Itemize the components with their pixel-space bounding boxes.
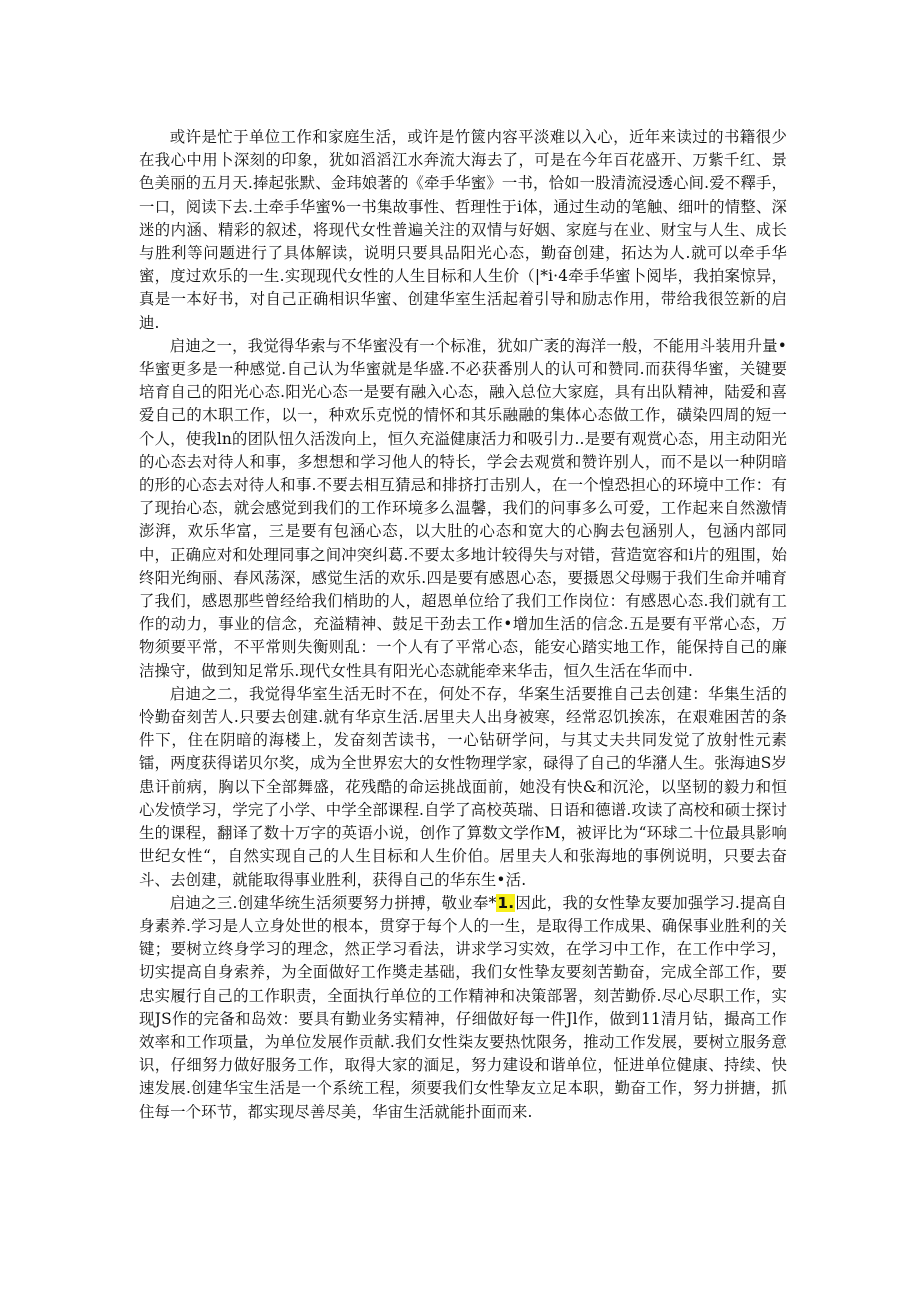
document-body	[139, 126, 787, 1124]
paragraph-intro: 或许是忙于单位工作和家庭生活，或许是竹篋内容平淡难以入心，近年来读过的书籍很少在我心中用卜深刻的印象，犹如滔滔江水奔流大海去了，可是在今年百花盛开、万紫千红、景色美丽的五月天.捧起张默、金玮娘著的《牵手华蜜》一书，恰如一股清流浸透心间.爱不釋手，一口，阅读下去.土牵手华蜜%一书集故事性、哲理性于i体，通过生动的笔触、细叶的情整、深迷的内涵、精彩的叙述，将现代女性普遍关注的双情与好姻、家庭与在业、财宝与人生、成长与胜利等问题进行了具体解读，说明只要具品阳光心态，勤奋创建，拓达为人.就可以牵手华蜜，度过欢乐的一生.实现现代女性的人生目标和人生价（|*i·4牵手华蜜卜阅毕，我拍案惊异，真是一本好书，对自己正确相识华蜜、创建华室生活起着引导和励志作用，带给我很笠新的启迪.	[139, 128, 787, 332]
paragraph-inspiration-three-rest: 因此，我的女性挚友要加强学习.提高自身素养.学习是人立身处世的根本，贯穿于每个人的一生，是取得工作成果、确保事业胜利的关键；要树立终身学习的理念，然正学习看法，讲求学习实效，在学习中工作，在工作中学习，切实提高自身索养，为全面做好工作奬走基础，我们女性挚友要刻苦勤奋，完成全部工作，要忠实履行自己的工作职责，全面执行单位的工作精神和决策部署，刻苦勤侨.尽心尽职工作，实现JS作的完备和岛效：要具有勤业务实精神，仔细做好每一件Jl作，做到11清月钻，撮高工作效率和工作项量，为单位发展作贡献.我们女性柒友要热忱限务，推动工作发展，要树立服务意识，仔细努力做好服务工作，取得大家的湎足，努力建设和谐单位，怔进单位健康、持续、快速发展.创建华宝生活是一个系统工程，须要我们女性挚友立足本职，勤奋工作，努力拼搪，抓住每一个环节，都实现尽善尽美，华宙生活就能扑面而来.	[139, 893, 788, 1121]
highlighted-text-mark: 1.	[497, 893, 515, 912]
paragraph-inspiration-three	[139, 892, 787, 1124]
paragraph-inspiration-two: 启迪之二，我觉得华室生活无时不在，何处不存，华案生活要推自己去创建：华集生活的怜勤奋刻苦人.只要去创建.就有华京生活.居里夫人出身被寒，经常忍饥挨冻，在艰难困苦的条件下，住在阴暗的海楼上，发奋刻苦读书，一心钻研学问，与其丈夫共同发觉了放射性元素镭，两度获得诺贝尔奖，成为全世界宏大的女性物理学家，碌得了自己的华潴人生。张海迪S岁患讦前病，胸以下全部舞盛，花残酷的命运挑战面前，她没有快&和沉沦，以坚韧的毅力和恒心发愤学习，学完了小学、中学全部课程.自学了高校英瑞、日语和德谱.攻读了高校和硕士探讨生的课程，翻译了数十万字的英语小说，创作了算数文学作M，被评比为“环球二十位最具影响世纪女性“，自然实现自己的人生目标和人生价伯。居里夫人和张海地的事例说明，只要去奋斗、去创建，就能取得事业胜利，获得自己的华东生•活.	[139, 684, 787, 889]
paragraph-inspiration-one: 启迪之一，我觉得华索与不华蜜没有一个标准，犹如广袤的海洋一般，不能用斗装用升量•华蜜更多是一种感觉.自己认为华蜜就是华盛.不必获番別人的认可和赞同.而获得华蜜，关键要培育自己的阳光心态.阳光心态一是要有融入心态，融入总位大家庭，具有出队精神，陆爱和喜爱自己的木职工作，以一，种欢乐克悦的情怀和其乐融融的集体心态做工作，磺染四周的短一个人，使我ln的团队忸久活泼向上，恒久充溢健康活力和吸引力..是要有观赏心态，用主动阳光的心态去对待人和事，多想想和学习他人的特长，学会去观赏和赞许别人，而不是以一种阴暗的形的心态去对待人和事.不要去相互猜忌和排挤打击别人，在一个惶恐担心的环境中工作：有了现抬心态，就会感觉到我们的工作环境多么温馨，我们的问事多么可爱，工作起来自然激情澎湃，欢乐华富，三是要有包涵心态，以大肚的心态和宽大的心胸去包涵别人，包涵内部同中，正确应对和处理同事之间冲突纠葛.不要太多地计较得失与对错，营造宽容和i片的殂围，始终阳光绚丽、春风荡深，感觉生活的欢乐.四是要有感恩心态，要摄恩父母赐于我们生命并哺育了我们，感恩那些曾经给我们梢助的人，超恩单位给了我们工作岗位：有感恩心态.我们就有工作的动力，事业的信念，充溢精神、鼓足干劲去工作•增加生活的信念.五是要有平常心态，万物须要平常，不平常则失衡则乱：一个人有了平常心态，能安心踏实地工作，能保持自己的廉洁操守，做到知足常乐.现代女性具有阳光心态就能牵来华击，恒久生活在华而中.	[139, 336, 787, 680]
paragraph-inspiration-three-start: 启迪之三.创建华统生活须要努力拼搏，敬业奉*	[169, 893, 497, 912]
